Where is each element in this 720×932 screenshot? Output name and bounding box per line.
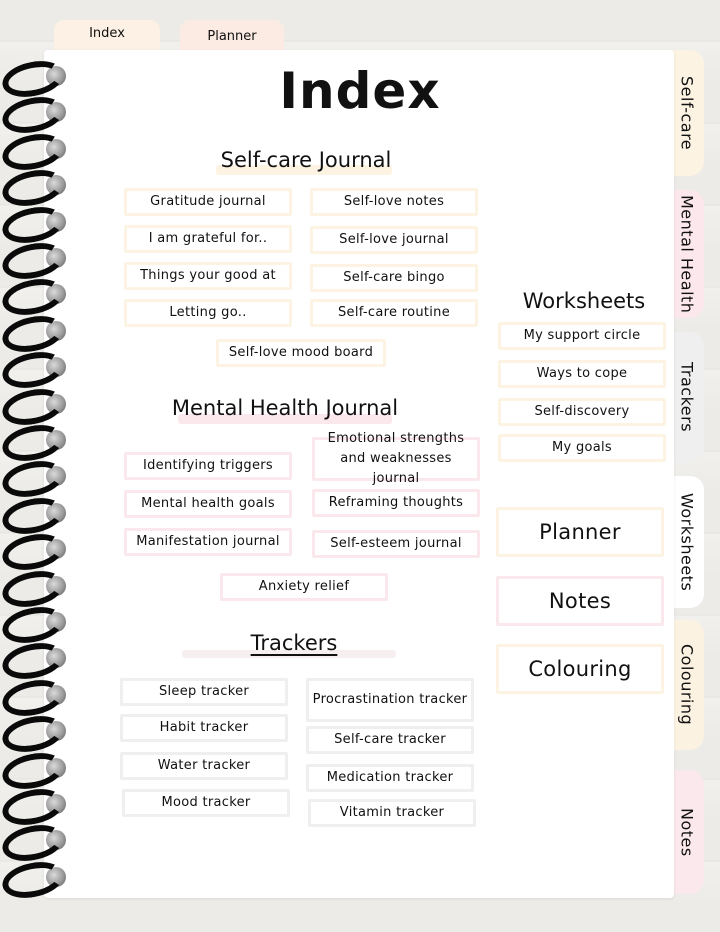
- ring-coil: [0, 420, 67, 466]
- link-manifestation-journal[interactable]: Manifestation journal: [124, 528, 292, 556]
- tab-trackers[interactable]: [670, 332, 704, 462]
- ring-coil: [0, 748, 67, 794]
- ring-coil: [0, 784, 67, 830]
- tab-worksheets[interactable]: [670, 476, 704, 608]
- ring-coil: [0, 566, 67, 612]
- link-anxiety-relief[interactable]: Anxiety relief: [220, 573, 388, 601]
- ring-coil: [0, 529, 67, 575]
- spiral-ring: [2, 717, 70, 747]
- tab-planner-label: Planner: [207, 29, 257, 44]
- spiral-ring: [2, 171, 70, 201]
- section-heading-worksheets: Worksheets: [522, 289, 646, 313]
- spiral-ring: [2, 863, 70, 893]
- spiral-ring: [2, 135, 70, 165]
- tab-mental-health-label: Mental Health: [677, 194, 697, 314]
- link-planner[interactable]: Planner: [496, 507, 664, 557]
- section-heading-mental-health: Mental Health Journal: [171, 396, 399, 420]
- spiral-ring: [2, 317, 70, 347]
- link-my-goals[interactable]: My goals: [498, 434, 666, 462]
- link-letting-go[interactable]: Letting go..: [124, 299, 292, 327]
- spiral-ring: [2, 462, 70, 492]
- link-gratitude-journal[interactable]: Gratitude journal: [124, 188, 292, 216]
- tab-planner[interactable]: [180, 20, 284, 52]
- tab-colouring-label: Colouring: [677, 644, 697, 726]
- link-medication-tracker[interactable]: Medication tracker: [306, 764, 474, 792]
- link-procrastination-tracker[interactable]: Procrastination tracker: [306, 678, 474, 722]
- link-colouring[interactable]: Colouring: [496, 644, 664, 694]
- link-water-tracker[interactable]: Water tracker: [120, 752, 288, 780]
- spiral-ring: [2, 608, 70, 638]
- tab-notes[interactable]: [670, 770, 704, 894]
- link-self-love-journal[interactable]: Self-love journal: [310, 226, 478, 254]
- spiral-ring: [2, 535, 70, 565]
- spiral-ring: [2, 426, 70, 456]
- link-emotional-strengths[interactable]: Emotional strengths and weaknesses journal: [312, 437, 480, 481]
- spiral-ring: [2, 681, 70, 711]
- link-self-love-notes[interactable]: Self-love notes: [310, 188, 478, 216]
- link-my-support-circle[interactable]: My support circle: [498, 322, 666, 350]
- link-self-discovery[interactable]: Self-discovery: [498, 398, 666, 426]
- link-mood-tracker[interactable]: Mood tracker: [122, 789, 290, 817]
- spiral-ring: [2, 208, 70, 238]
- spiral-binding: [0, 62, 70, 892]
- tab-mental-health[interactable]: [670, 190, 704, 318]
- ring-coil: [0, 638, 67, 684]
- ring-coil: [0, 311, 67, 357]
- spiral-ring: [2, 353, 70, 383]
- spiral-ring: [2, 280, 70, 310]
- link-self-care-bingo[interactable]: Self-care bingo: [310, 264, 478, 292]
- link-self-love-mood-board[interactable]: Self-love mood board: [216, 339, 386, 367]
- ring-coil: [0, 129, 67, 175]
- link-mental-health-goals[interactable]: Mental health goals: [124, 490, 292, 518]
- ring-coil: [0, 202, 67, 248]
- link-self-esteem-journal[interactable]: Self-esteem journal: [312, 530, 480, 558]
- ring-coil: [0, 602, 67, 648]
- spiral-ring: [2, 390, 70, 420]
- link-identifying-triggers[interactable]: Identifying triggers: [124, 452, 292, 480]
- ring-coil: [0, 820, 67, 866]
- ring-coil: [0, 456, 67, 502]
- ring-coil: [0, 165, 67, 211]
- section-heading-trackers: Trackers: [250, 631, 338, 655]
- ring-coil: [0, 493, 67, 539]
- tab-worksheets-label: Worksheets: [677, 492, 697, 592]
- spiral-ring: [2, 644, 70, 674]
- link-notes[interactable]: Notes: [496, 576, 664, 626]
- link-things-your-good-at[interactable]: Things your good at: [124, 262, 292, 290]
- link-reframing-thoughts[interactable]: Reframing thoughts: [312, 489, 480, 517]
- spiral-ring: [2, 499, 70, 529]
- spiral-ring: [2, 244, 70, 274]
- link-sleep-tracker[interactable]: Sleep tracker: [120, 678, 288, 706]
- tab-index-label: Index: [89, 26, 125, 41]
- section-heading-self-care: Self-care Journal: [220, 148, 392, 172]
- spiral-ring: [2, 754, 70, 784]
- link-self-care-tracker[interactable]: Self-care tracker: [306, 726, 474, 754]
- spiral-ring: [2, 826, 70, 856]
- tab-self-care-label: Self-care: [677, 75, 697, 151]
- link-vitamin-tracker[interactable]: Vitamin tracker: [308, 799, 476, 827]
- link-habit-tracker[interactable]: Habit tracker: [120, 714, 288, 742]
- ring-coil: [0, 384, 67, 430]
- ring-coil: [0, 238, 67, 284]
- spiral-ring: [2, 572, 70, 602]
- tab-trackers-label: Trackers: [677, 361, 697, 433]
- ring-coil: [0, 274, 67, 320]
- ring-coil: [0, 711, 67, 757]
- ring-coil: [0, 347, 67, 393]
- page-title: Index: [279, 62, 441, 120]
- tab-colouring[interactable]: [670, 620, 704, 750]
- tab-notes-label: Notes: [677, 807, 697, 857]
- link-self-care-routine[interactable]: Self-care routine: [310, 299, 478, 327]
- spiral-ring: [2, 790, 70, 820]
- link-ways-to-cope[interactable]: Ways to cope: [498, 360, 666, 388]
- ring-coil: [0, 675, 67, 721]
- tab-index[interactable]: [54, 20, 160, 52]
- link-i-am-grateful[interactable]: I am grateful for..: [124, 225, 292, 253]
